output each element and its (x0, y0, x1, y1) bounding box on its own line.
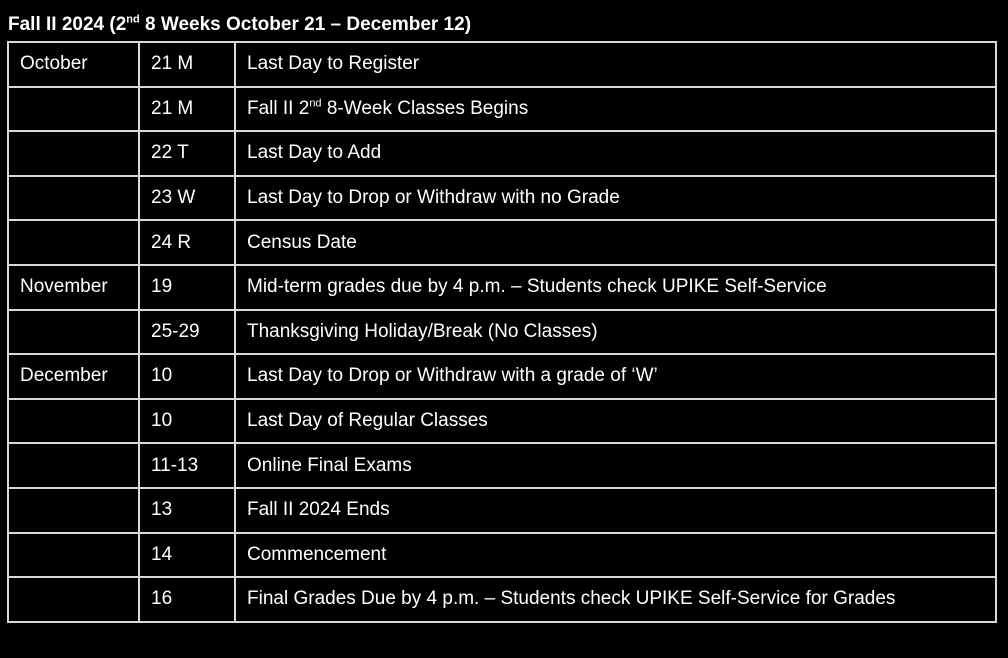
date-cell: 21 M (139, 87, 235, 132)
date-cell: 25-29 (139, 310, 235, 355)
month-cell (8, 533, 139, 578)
title-ordinal-suffix: nd (126, 13, 140, 26)
event-cell: Commencement (235, 533, 996, 578)
month-cell (8, 310, 139, 355)
event-text-rest: 8-Week Classes Begins (321, 97, 529, 119)
title-prefix: Fall II 2024 (2 (8, 14, 127, 35)
event-cell: Thanksgiving Holiday/Break (No Classes) (235, 310, 996, 355)
event-cell: Last Day to Drop or Withdraw with a grade of ‘W’ (235, 354, 996, 399)
month-cell (8, 488, 139, 533)
month-cell (8, 176, 139, 221)
table-row (8, 443, 996, 488)
date-cell: 14 (139, 533, 235, 578)
event-cell: Last Day to Register (235, 42, 996, 87)
date-cell: 16 (139, 577, 235, 622)
date-cell: 21 M (139, 42, 235, 87)
calendar-title (8, 12, 471, 38)
event-cell: Last Day to Add (235, 131, 996, 176)
date-cell: 13 (139, 488, 235, 533)
table-row (8, 488, 996, 533)
date-cell: 10 (139, 399, 235, 444)
date-cell: 19 (139, 265, 235, 310)
table-row (8, 176, 996, 221)
month-cell (8, 220, 139, 265)
event-text: Fall II 2 (247, 97, 310, 119)
table-row (8, 220, 996, 265)
table-row (8, 131, 996, 176)
month-cell: December (8, 354, 139, 399)
table-row (8, 354, 996, 399)
event-cell: Last Day to Drop or Withdraw with no Grade (235, 176, 996, 221)
date-cell: 24 R (139, 220, 235, 265)
table-row (8, 310, 996, 355)
date-cell: 10 (139, 354, 235, 399)
month-cell (8, 399, 139, 444)
event-cell: Fall II 2024 Ends (235, 488, 996, 533)
month-cell (8, 443, 139, 488)
table-row (8, 87, 996, 132)
table-row (8, 42, 996, 87)
event-cell: Final Grades Due by 4 p.m. – Students check UPIKE Self-Service for Grades (235, 577, 996, 622)
event-ordinal-suffix: nd (309, 97, 322, 110)
event-cell: Last Day of Regular Classes (235, 399, 996, 444)
academic-calendar-table (7, 41, 997, 623)
date-cell: 22 T (139, 131, 235, 176)
month-cell (8, 131, 139, 176)
month-cell: November (8, 265, 139, 310)
month-cell (8, 577, 139, 622)
event-cell: Online Final Exams (235, 443, 996, 488)
date-cell: 23 W (139, 176, 235, 221)
month-cell: October (8, 42, 139, 87)
table-row (8, 265, 996, 310)
event-cell (235, 87, 996, 132)
event-cell: Census Date (235, 220, 996, 265)
month-cell (8, 87, 139, 132)
table-row (8, 577, 996, 622)
table-row (8, 399, 996, 444)
title-suffix: 8 Weeks October 21 – December 12) (139, 14, 472, 35)
event-cell: Mid-term grades due by 4 p.m. – Students check UPIKE Self-Service (235, 265, 996, 310)
date-cell: 11-13 (139, 443, 235, 488)
table-row (8, 533, 996, 578)
